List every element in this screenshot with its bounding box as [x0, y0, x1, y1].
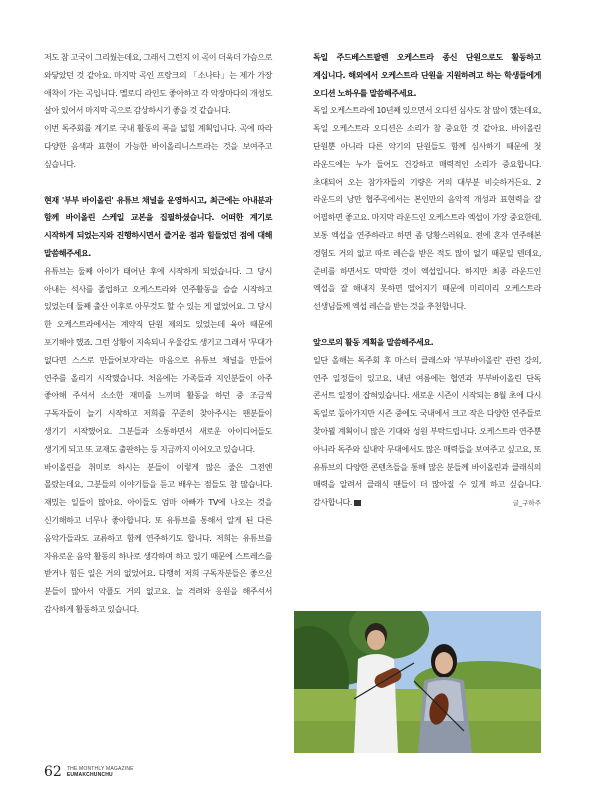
interview-question: 앞으로의 활동 계획을 말씀해주세요. — [313, 336, 434, 347]
interview-question: 독일 주드베스트팔렌 오케스트라 종신 단원으로도 활동하고 계십니다. 해외에서 오케스트라 단원을 지원하려고 하는 학생들에게 오디션 노하우를 말씀해주세요. — [313, 52, 541, 98]
author-credit: 글_구하주 — [512, 498, 541, 507]
end-mark-icon — [354, 500, 361, 506]
body-paragraph: 유튜브는 둘째 아이가 태어난 후에 시작하게 되었습니다. 그 당시 아내는 석사를 졸업하고 오케스트라와 연주활동을 슬슬 시작하고 있었는데 둘째 출산 이후로 아무것도 할 수 있는 게 없었어요. 그 당시 한 오케스트라에서는 계약직 단원 제의도 있었는데 육아 때문에 포기해야 했죠. 그런 상황이 지속되니 우울감도 생기고 그래서 '무대가 없다면 스스로 만들어보자'라는 마음으로 유튜브 채널을 만들어 연주를 올리기 시작했습니다. 처음에는 가족들과 지인분들이 아주 좋아해 주셔서 소소한 재미를 느끼며 활동을 하던 중 조금씩 구독자들이 늘기 시작하고 저희를 꾸준히 찾아주시는 팬분들이 생기기 시작했어요. 그분들과 소통하면서 새로운 아이디어들도 생기게 되고 또 교재도 출판하는 등 지금까지 이어오고 있습니다. — [44, 265, 272, 454]
photo-illustration — [294, 611, 541, 753]
page-footer — [44, 762, 134, 782]
closing-text: 일단 올해는 독주회 후 마스터 클래스와 '부부바이올린' 관련 강의, 연주 일정들이 있고요, 내년 여름에는 협연과 부부바이올린 단독 콘서트 일정이 잡혀있습니다. 새로운 시즌이 시작되는 8월 초에 다시 독일로 돌아가지만 시즌 중에도 국내에서 크고 작은 다양한 연주들로 찾아뵐 계획이니 많은 기대와 성원 부탁드립니다. 오케스트라 연주뿐 아니라 독주와 실내악 무대에서도 많은 매력들을 보여주고 싶고요, 또 유튜브의 다양한 콘텐츠들을 통해 많은 분들께 바이올린과 클래식의 매력을 알려서 클래식 팬들이 더 많아질 수 있게 하고 싶습니다. 감사합니다. — [313, 354, 541, 508]
couple-violinists-photo — [294, 611, 541, 753]
interview-question: 현재 '부부 바이올린' 유튜브 채널을 운영하시고, 최근에는 아내분과 함께 바이올린 스케일 교본을 집필하셨습니다. 어떠한 계기로 시작하게 되었는지와 진행하시면서 즐거운 점과 힘들었던 점에 대해 말씀해주세요. — [44, 194, 272, 258]
body-paragraph: 저도 참 고국이 그리웠는데요, 그래서 그런지 이 곡이 더욱더 가슴으로 와닿았던 것 같아요. 마지막 곡인 프랑크의 「소나타」는 제가 가장 애착이 가는 곡입니다. 멜로디 라인도 좋아하고 각 악장마다의 개성도 살아 있어서 마지막 곡으로 감상하시기 좋을 것 같습니다. — [44, 52, 272, 116]
magazine-logo — [67, 766, 134, 778]
page-number: 62 — [44, 764, 62, 780]
left-column — [44, 49, 272, 619]
magazine-tagline: THE MONTHLY MAGAZINE — [66, 766, 134, 772]
body-paragraph: 바이올린을 취미로 하시는 분들이 이렇게 많은 줄은 그전엔 몰랐는데요, 그분들의 이야기들을 듣고 배우는 점들도 참 많습니다. 재밌는 일들이 많아요. 아이들도 엄마 아빠가 TV에 나오는 것을 신기해하고 너무나 좋아합니다. 또 유튜브를 통해서 알게 된 다른 음악가들과도 교류하고 함께 연주하기도 합니다. 저희는 유튜브를 자유로운 음악 활동의 하나로 생각하며 하고 있기 때문에 스트레스를 받거나 힘든 일은 거의 없었어요. 다행히 저희 구독자분들은 좋으신 분들이 많아서 악플도 거의 없고요. 늘 격려와 응원을 해주셔서 감사하게 활동하고 있습니다. — [44, 461, 272, 614]
right-column — [313, 49, 541, 510]
body-paragraph — [313, 352, 541, 512]
magazine-name: EUMAKCHUNCHU — [66, 772, 113, 778]
body-paragraph: 독일 오케스트라에 10년째 있으면서 오디션 심사도 참 많이 했는데요, 독일 오케스트라 오디션은 소리가 참 중요한 것 같아요. 바이올린 단원뿐 아니라 다른 악기의 단원들도 함께 심사하기 때문에 첫 라운드에는 누가 들어도 건강하고 매력적인 소리가 중요합니다. 초대되어 오는 참가자들의 기량은 거의 대부분 비슷하거든요. 2 라운드의 낭만 협주곡에서는 본인만의 음악적 개성과 표현력을 잘 어필하면 좋고요. 마지막 라운드인 오케스트라 엑섭이 가장 중요한데, 보통 엑섭을 연주하라고 하면 좀 당황스러워요. 전에 혼자 연주해본 경험도 거의 없고 따로 레슨을 받은 적도 많이 없기 때문일 텐데요, 준비를 하면서도 막막한 것이 엑섭입니다. 하지만 최종 라운드인 엑섭을 잘 해내지 못하면 떨어지기 때문에 미리미리 오케스트라 선생님들께 엑섭 레슨을 받는 것을 추천합니다. — [313, 105, 541, 312]
body-paragraph: 이번 독주회를 계기로 국내 활동의 폭을 넓힐 계획입니다. 곡에 따라 다양한 음색과 표현이 가능한 바이올리니스트라는 것을 보여주고 싶습니다. — [44, 123, 272, 169]
